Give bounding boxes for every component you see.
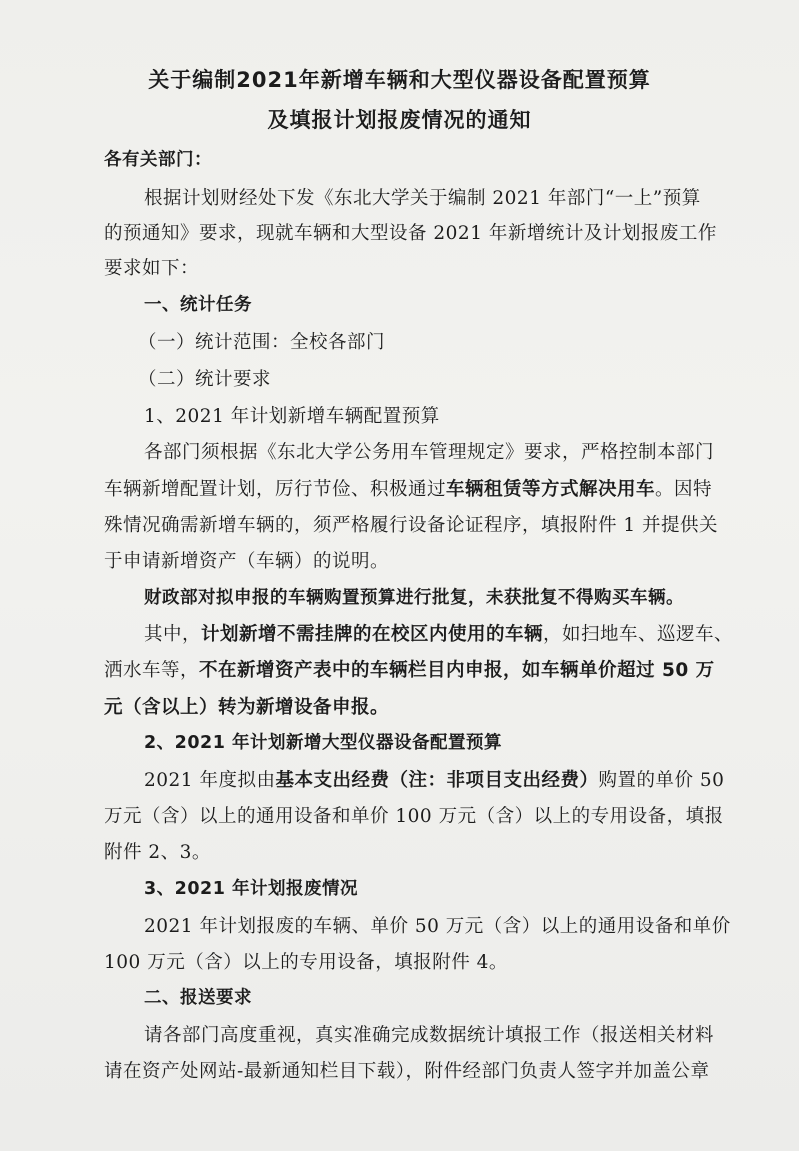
section2-line1: 请各部门高度重视，真实准确完成数据统计填报工作（报送相关材料 (144, 1025, 715, 1046)
item2-line2: 万元（含）以上的通用设备和单价 100 万元（含）以上的专用设备，填报 (104, 806, 724, 827)
item2-line1: 2021 年度拟由基本支出经费（注：非项目支出经费）购置的单价 50 (144, 770, 725, 791)
item1-p2: 财政部对拟申报的车辆购置预算进行批复，未获批复不得购买车辆。 (144, 588, 684, 608)
subsection-requirements: （二）统计要求 (138, 369, 272, 390)
subsection-scope: （一）统计范围：全校各部门 (138, 332, 386, 353)
section-heading-2: 二、报送要求 (144, 988, 252, 1008)
item1-p1-line4: 于申请新增资产（车辆）的说明。 (104, 551, 390, 572)
intro-line-2: 的预通知》要求，现就车辆和大型设备 2021 年新增统计及计划报废工作 (104, 223, 717, 244)
item2-line3: 附件 2、3。 (104, 842, 211, 863)
section-heading-1: 一、统计任务 (144, 295, 252, 315)
section2-line2: 请在资产处网站-最新通知栏目下载），附件经部门负责人签字并加盖公章 (104, 1061, 710, 1082)
item3-line1: 2021 年计划报废的车辆、单价 50 万元（含）以上的通用设备和单价 (144, 916, 731, 937)
item1-p3-line2: 洒水车等，不在新增资产表中的车辆栏目内申报，如车辆单价超过 50 万 (104, 660, 715, 681)
item1-p1-line2: 车辆新增配置计划，厉行节俭、积极通过车辆租赁等方式解决用车。因特 (104, 479, 713, 500)
salutation: 各有关部门： (104, 150, 212, 170)
item1-p3-line3: 元（含以上）转为新增设备申报。 (104, 697, 390, 718)
item1-p3-line1: 其中，计划新增不需挂牌的在校区内使用的车辆，如扫地车、巡逻车、 (144, 624, 734, 645)
item1-title: 1、2021 年计划新增车辆配置预算 (144, 406, 440, 427)
item3-title: 3、2021 年计划报废情况 (144, 879, 358, 899)
item3-line2: 100 万元（含）以上的专用设备，填报附件 4。 (104, 952, 508, 973)
intro-line-3: 要求如下： (104, 258, 200, 279)
item1-p1-line3: 殊情况确需新增车辆的，须严格履行设备论证程序，填报附件 1 并提供关 (104, 515, 719, 536)
item1-p1-line1: 各部门须根据《东北大学公务用车管理规定》要求，严格控制本部门 (144, 442, 715, 463)
intro-line-1: 根据计划财经处下发《东北大学关于编制 2021 年部门“一上”预算 (144, 188, 701, 209)
item2-title: 2、2021 年计划新增大型仪器设备配置预算 (144, 733, 502, 753)
document-title-line2: 及填报计划报废情况的通知 (267, 108, 532, 132)
document-title-line1: 关于编制2021年新增车辆和大型仪器设备配置预算 (148, 68, 651, 92)
